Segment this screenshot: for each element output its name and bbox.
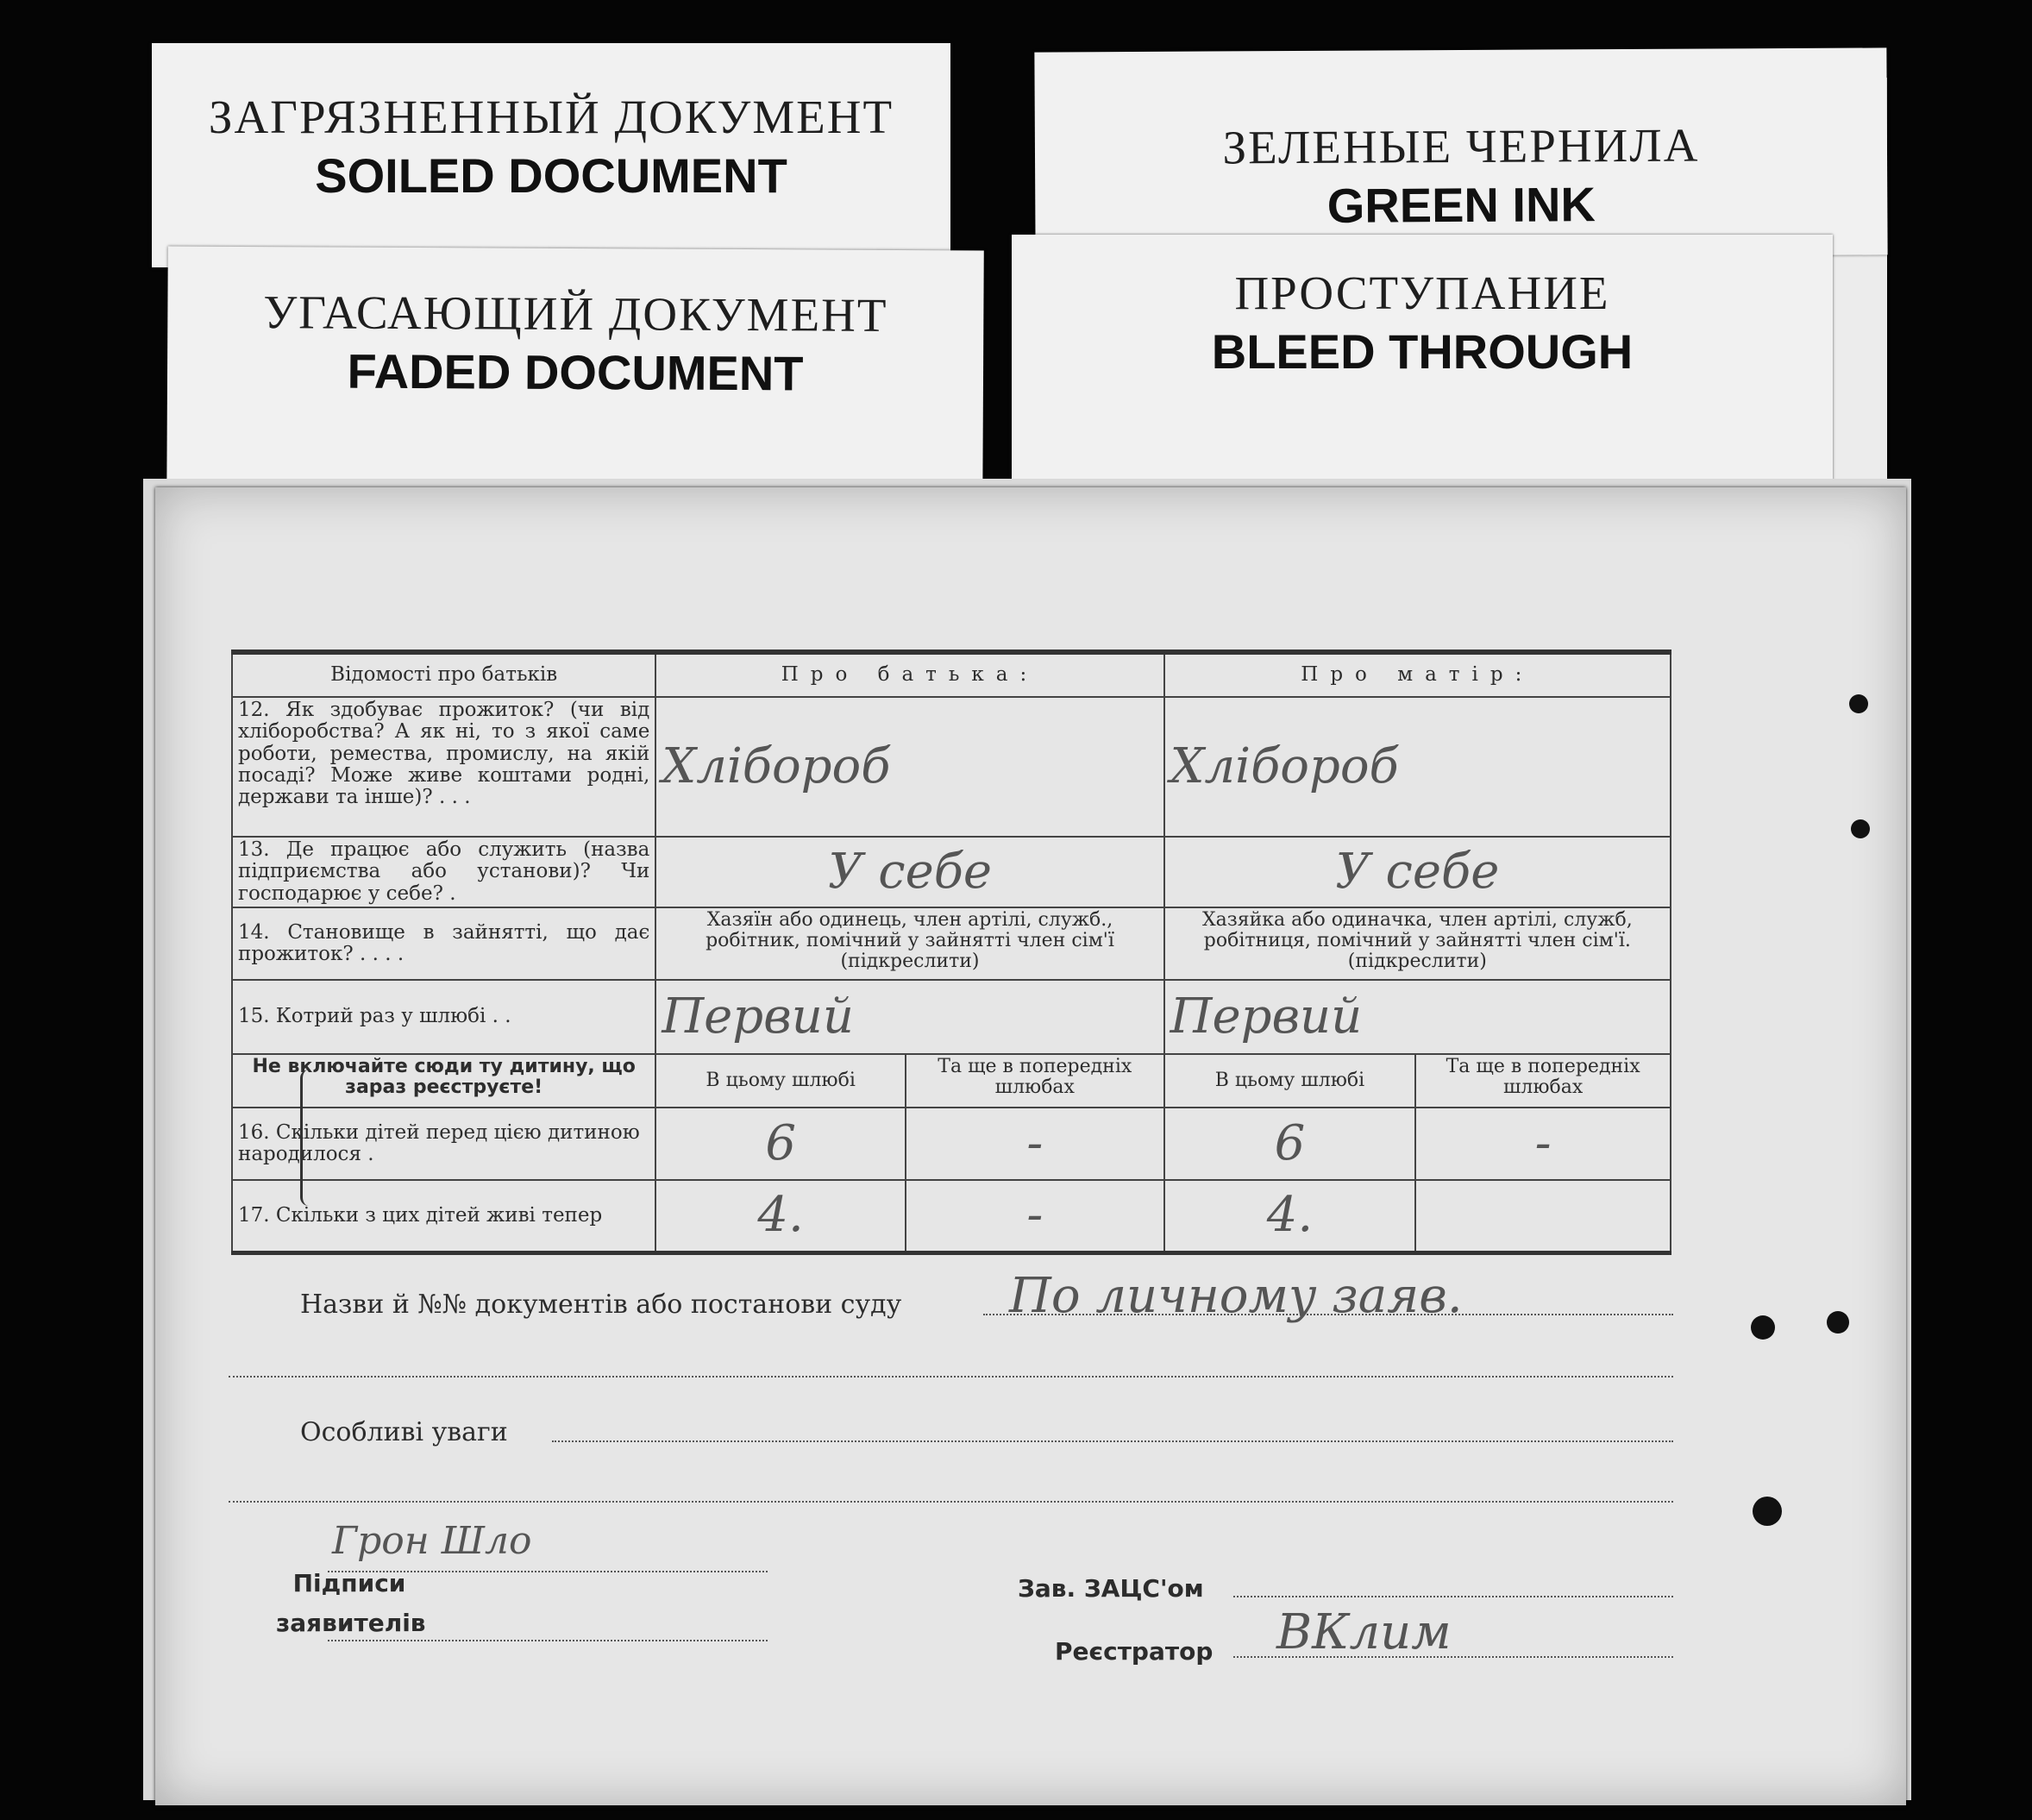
children-note: Не включайте сюди ту дитину, що зараз реєструєте! xyxy=(232,1054,655,1108)
mother-children-born-this: 6 xyxy=(1164,1108,1416,1180)
mother-this-marriage-header: В цьому шлюбі xyxy=(1164,1054,1416,1108)
applicant-signatures: Грон Шло xyxy=(332,1519,532,1563)
father-children-born-this: 6 xyxy=(655,1108,906,1180)
remarks-line-2 xyxy=(229,1501,1673,1503)
label-card-faded xyxy=(166,247,984,510)
applicants-signatures-label: Підписи заявителів xyxy=(276,1569,426,1637)
head-of-registry-label: Зав. ЗАЦС'ом xyxy=(1018,1574,1204,1603)
question-12: 12. Як здобуває прожиток? (чи від хліборобства? А як ні, то з якої саме роботи, ремества, промислу, на якій посаді? Може живе коштами родні, держави та інше)? . . . xyxy=(232,697,655,837)
header-parents-info: Відомості про батьків xyxy=(232,652,655,697)
label-en: GREEN INK xyxy=(1326,177,1596,233)
binding-hole xyxy=(1827,1311,1849,1334)
question-16: 16. Скільки дітей перед цією дитиною народилося . xyxy=(232,1108,655,1180)
label-card-soiled xyxy=(152,43,950,267)
question-17: 17. Скільки з цих дітей живі тепер xyxy=(232,1180,655,1252)
label-en: BLEED THROUGH xyxy=(1211,324,1634,379)
mother-children-alive-this: 4. xyxy=(1164,1180,1416,1252)
question-15: 15. Котрий раз у шлюбі . . xyxy=(232,980,655,1054)
mother-workplace: У себе xyxy=(1164,837,1671,907)
question-14: 14. Становище в зайнятті, що дає прожиток? . . . . xyxy=(232,907,655,980)
header-father: Про батька: xyxy=(655,652,1163,697)
registrar-signature: ВКлим xyxy=(1276,1604,1452,1660)
mother-employment-status: Хазяйка або одиначка, член артілі, служб, робітниця, помічний у зайнятті член сім'ї. (підкреслити) xyxy=(1164,907,1671,980)
label-en: FADED DOCUMENT xyxy=(347,343,804,401)
applicant-signature-line-1 xyxy=(328,1571,768,1572)
registration-form-page xyxy=(155,487,1906,1805)
parents-info-table xyxy=(231,650,1671,1255)
children-header-row xyxy=(232,1054,1671,1108)
table-header-row xyxy=(232,652,1671,697)
label-card-green-ink xyxy=(1034,47,1887,259)
label-ru: ЗЕЛЕНЫЕ ЧЕРНИЛА xyxy=(1222,118,1700,174)
father-children-born-prev: - xyxy=(906,1108,1164,1180)
binding-hole xyxy=(1753,1497,1782,1526)
father-occupation: Хлібороб xyxy=(655,697,1163,837)
label-ru: ЗАГРЯЗНЕННЫЙ ДОКУМЕНТ xyxy=(208,91,894,143)
mother-children-born-prev: - xyxy=(1415,1108,1671,1180)
remarks-label: Особливі уваги xyxy=(300,1417,508,1447)
registrar-label: Реєстратор xyxy=(1055,1637,1214,1666)
binding-hole xyxy=(1751,1315,1775,1340)
documents-label: Назви й №№ документів або постанови суду xyxy=(300,1290,902,1320)
binding-hole xyxy=(1851,819,1870,838)
father-children-alive-this: 4. xyxy=(655,1180,906,1252)
label-en: SOILED DOCUMENT xyxy=(315,148,787,203)
table-row xyxy=(232,697,1671,837)
mother-previous-header: Та ще в попередніх шлюбах xyxy=(1415,1054,1671,1108)
father-previous-header: Та ще в попередніх шлюбах xyxy=(906,1054,1164,1108)
label-ru: УГАСАЮЩИЙ ДОКУМЕНТ xyxy=(263,286,888,342)
head-signature-line xyxy=(1233,1596,1673,1597)
father-workplace: У себе xyxy=(655,837,1163,907)
label-card-bleed-through xyxy=(1012,235,1833,502)
table-row xyxy=(232,837,1671,907)
father-employment-status: Хазяїн або одинець, член артілі, служб., робітник, помічний у зайнятті член сім'ї (підкреслити) xyxy=(655,907,1163,980)
table-row xyxy=(232,907,1671,980)
remarks-line xyxy=(552,1440,1673,1442)
table-row xyxy=(232,980,1671,1054)
binding-hole xyxy=(1849,694,1868,713)
mother-children-alive-prev xyxy=(1415,1180,1671,1252)
documents-value: По личному заяв. xyxy=(1009,1268,1463,1324)
question-13: 13. Де працює або служить (назва підприємства або установи)? Чи господарює у себе? . xyxy=(232,837,655,907)
mother-occupation: Хлібороб xyxy=(1164,697,1671,837)
table-row xyxy=(232,1108,1671,1180)
father-this-marriage-header: В цьому шлюбі xyxy=(655,1054,906,1108)
label-ru: ПРОСТУПАНИЕ xyxy=(1234,267,1610,319)
table-row xyxy=(232,1180,1671,1252)
applicant-signature-line-2 xyxy=(328,1640,768,1641)
documents-line-2 xyxy=(229,1376,1673,1378)
father-children-alive-prev: - xyxy=(906,1180,1164,1252)
mother-marriage-count: Первий xyxy=(1164,980,1671,1054)
header-mother: Про матір: xyxy=(1164,652,1671,697)
father-marriage-count: Первий xyxy=(655,980,1163,1054)
brace xyxy=(300,1070,317,1206)
